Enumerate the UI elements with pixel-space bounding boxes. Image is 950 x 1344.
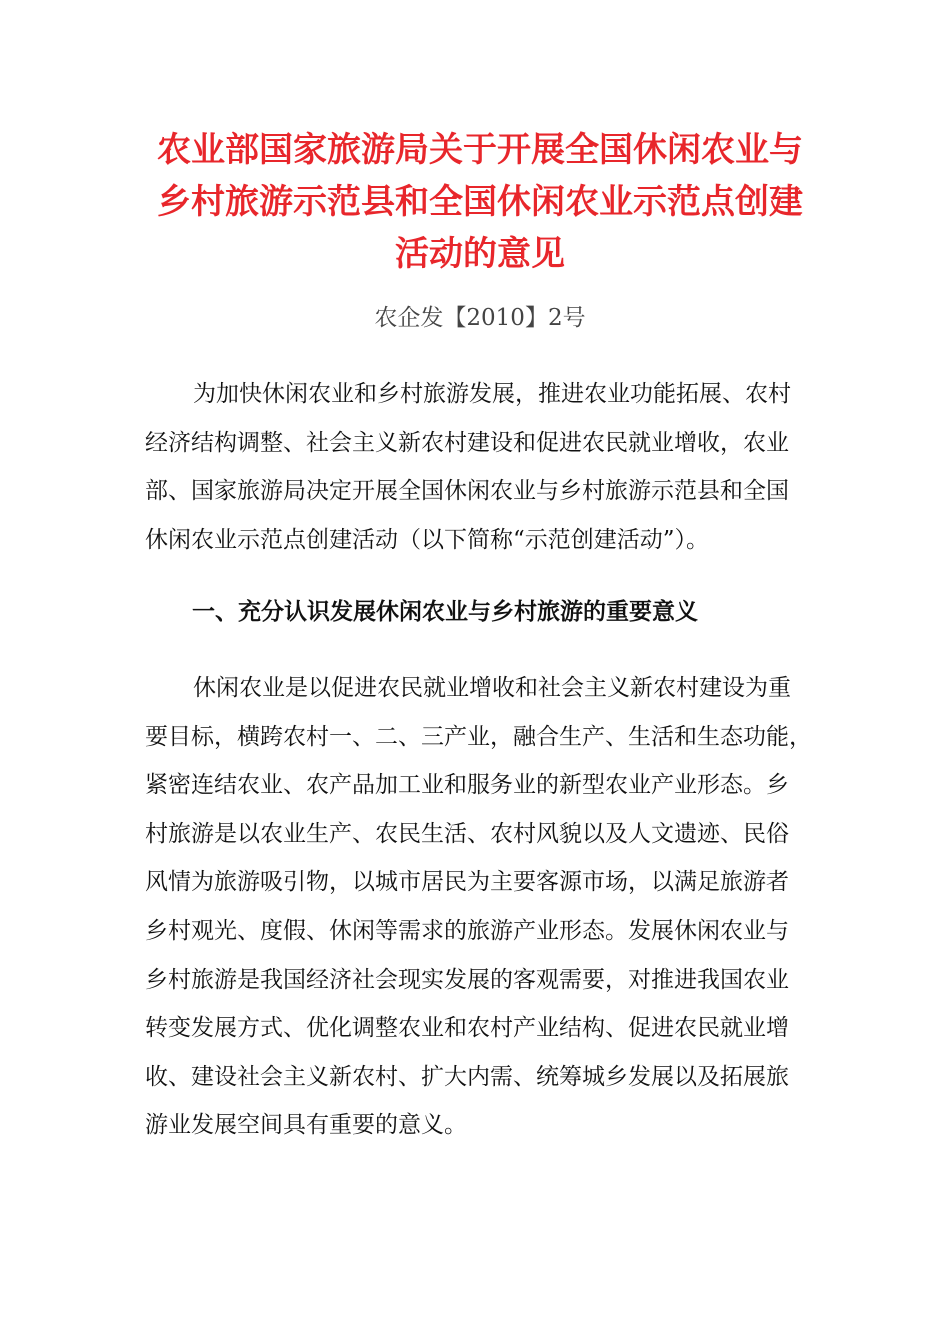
paragraph-line: 紧密连结农业、农产品加工业和服务业的新型农业产业形态。乡 [145,772,789,799]
title-line: 活动的意见 [395,234,565,274]
paragraph-line: 转变发展方式、优化调整农业和农村产业结构、促进农民就业增 [145,1015,789,1042]
title-line: 农业部国家旅游局关于开展全国休闲农业与 [157,130,803,170]
section-paragraph [145,664,825,1150]
paragraph-line: 乡村旅游是我国经济社会现实发展的客观需要，对推进我国农业 [145,966,789,993]
title-line: 乡村旅游示范县和全国休闲农业示范点创建 [157,182,803,222]
paragraph-line: 为加快休闲农业和乡村旅游发展，推进农业功能拓展、农村 [193,381,791,407]
section-heading: 一、充分认识发展休闲农业与乡村旅游的重要意义 [192,599,698,625]
intro-paragraph [145,370,825,564]
paragraph-line: 部、国家旅游局决定开展全国休闲农业与乡村旅游示范县和全国 [145,478,789,505]
paragraph-line: 乡村观光、度假、休闲等需求的旅游产业形态。发展休闲农业与 [145,917,789,944]
paragraph-line: 风情为旅游吸引物，以城市居民为主要客源市场，以满足旅游者 [145,869,789,896]
paragraph-line: 要目标，横跨农村一、二、三产业，融合生产、生活和生态功能， [145,723,812,750]
paragraph-line: 村旅游是以农业生产、农民生活、农村风貌以及人文遗迹、民俗 [145,820,789,847]
document-number: 农企发【2010】2号 [374,305,586,331]
document-title [140,124,820,280]
paragraph-line: 休闲农业示范点创建活动（以下简称“示范创建活动”）。 [145,526,710,553]
paragraph-line: 休闲农业是以促进农民就业增收和社会主义新农村建设为重 [193,675,791,701]
paragraph-line: 游业发展空间具有重要的意义。 [145,1112,467,1139]
paragraph-line: 收、建设社会主义新农村、扩大内需、统筹城乡发展以及拓展旅 [145,1063,789,1090]
paragraph-line: 经济结构调整、社会主义新农村建设和促进农民就业增收，农业 [145,429,789,456]
